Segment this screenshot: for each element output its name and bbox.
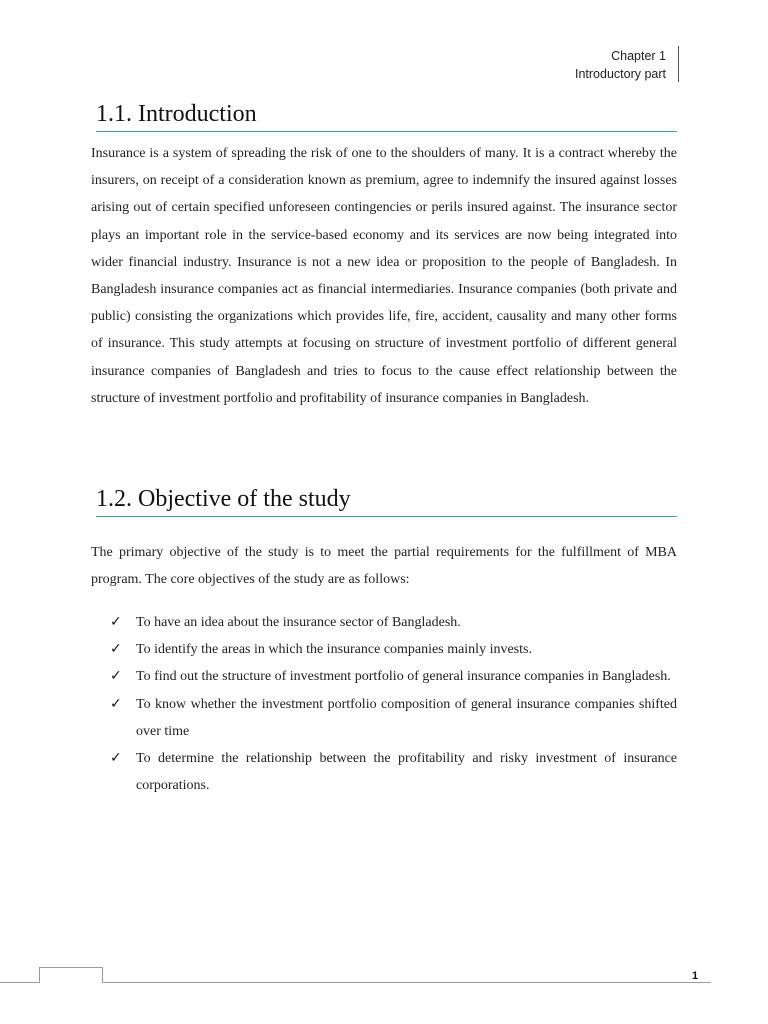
list-item: [110, 663, 677, 690]
checkmark-icon: ✓: [110, 614, 122, 630]
checkmark-icon: ✓: [110, 750, 122, 767]
objective-text: To have an idea about the insurance sector of Bangladesh.: [136, 615, 461, 630]
page-number: 1: [692, 970, 699, 982]
introduction-paragraph: Insurance is a system of spreading the risk of one to the shoulders of many. It is a contract whereby the insurers, on receipt of a consideration known as premium, agree to indemnify the insured against losses arising out of certain specified unforeseen contingencies or perils insured against. The insurance sector plays an important role in the service-based economy and its services are now being integrated into wider financial industry. Insurance is not a new idea or proposition to the people of Bangladesh. In Bangladesh insurance companies act as financial intermediaries. Insurance companies (both private and public) consisting the organizations which provides life, fire, accident, causality and many other forms of insurance. This study attempts at focusing on structure of investment portfolio of different general insurance companies of Bangladesh and tries to focus to the cause effect relationship between the structure of investment portfolio and profitability of insurance companies in Bangladesh.: [91, 146, 677, 406]
objective-paragraph: The primary objective of the study is to meet the partial requirements for the fulfillment of MBA program. The core objectives of the study are as follows:: [91, 545, 677, 588]
objective-text: To determine the relationship between the profitability and risky investment of insurance corporations.: [136, 751, 677, 794]
objective-text: To find out the structure of investment portfolio of general insurance companies in Bangladesh.: [136, 669, 671, 685]
introduction-heading: 1.1. Introduction: [96, 99, 677, 132]
header-subtitle: Introductory part: [574, 67, 666, 81]
footer-tab: [39, 967, 103, 983]
objective-heading: 1.2. Objective of the study: [96, 484, 677, 517]
objectives-list: [110, 609, 677, 799]
footer-rule: [0, 982, 711, 983]
list-item: [110, 636, 677, 663]
header-chapter: Chapter 1: [611, 49, 666, 63]
list-item: [110, 609, 677, 636]
list-item: [110, 745, 677, 799]
checkmark-icon: ✓: [110, 641, 122, 658]
objective-text: To know whether the investment portfolio composition of general insurance companies shifted over time: [136, 696, 677, 739]
objective-text: To identify the areas in which the insurance companies mainly invests.: [136, 642, 532, 658]
header-vertical-rule: [678, 46, 679, 82]
checkmark-icon: ✓: [110, 695, 122, 712]
list-item: [110, 691, 677, 745]
checkmark-icon: ✓: [110, 668, 122, 685]
running-header: [575, 47, 672, 83]
